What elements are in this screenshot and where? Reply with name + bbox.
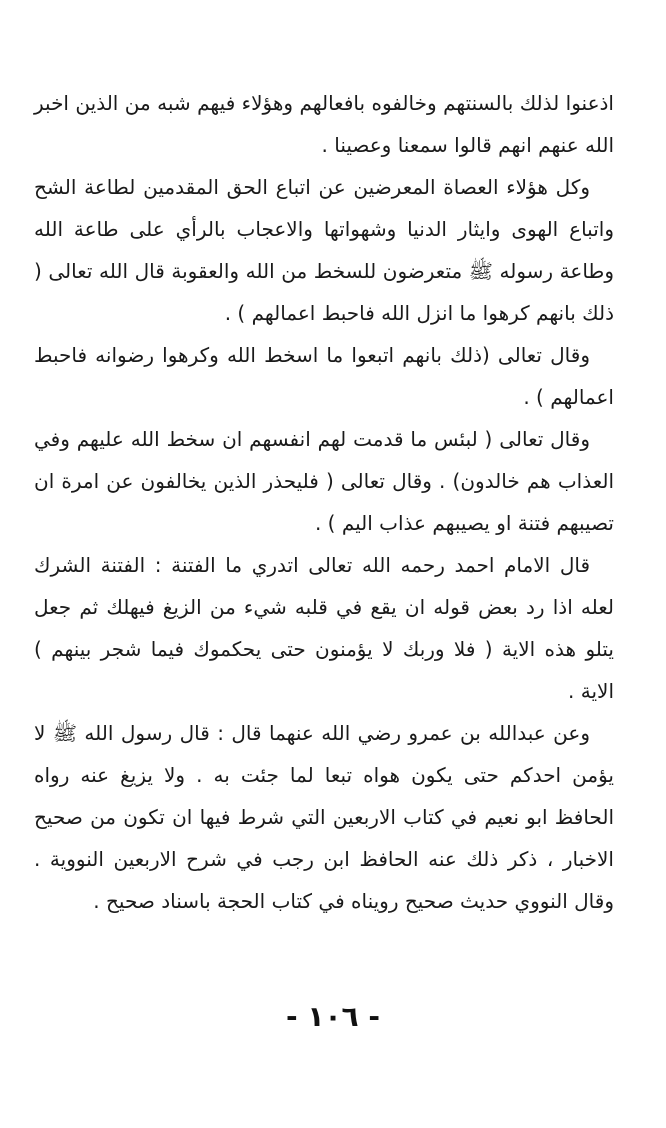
paragraph-4: وقال تعالى ( لبئس ما قدمت لهم انفسهم ان سخط الله عليهم وفي العذاب هم خالدون) . وقال تعالى ( فليحذر الذين يخالفون عن امرة ان تصيبهم فتنة او يصيبهم عذاب اليم ) . [34,427,614,535]
paragraph-2: وكل هؤلاء العصاة المعرضين عن اتباع الحق المقدمين لطاعة الشح واتباع الهوى وايثار الدنيا وشهواتها والاعجاب بالرأي على طاعة الله وطاعة رسوله ﷺ متعرضون للسخط من الله والعقوبة قال الله تعالى ( ذلك بانهم كرهوا ما انزل الله فاحبط اعمالهم ) . [34,175,614,325]
body-text [34,82,614,922]
paragraph-6: وعن عبدالله بن عمرو رضي الله عنهما قال : قال رسول الله ﷺ لا يؤمن احدكم حتى يكون هواه تبعا لما جئت به . ولا يزيغ عنه رواه الحافظ ابو نعيم في كتاب الاربعين التي شرط فيها ان تكون من صحيح الاخبار ، ذكر ذلك عنه الحافظ ابن رجب في شرح الاربعين النووية . وقال النووي حديث صحيح رويناه في كتاب الحجة باسناد صحيح . [34,721,614,913]
paragraph-3: وقال تعالى (ذلك بانهم اتبعوا ما اسخط الله وكرهوا رضوانه فاحبط اعمالهم ) . [34,343,614,409]
paragraph-5: قال الامام احمد رحمه الله تعالى اتدري ما الفتنة : الفتنة الشرك لعله اذا رد بعض قوله ان يقع في قلبه شيء من الزيغ فيهلك ثم جعل يتلو هذه الاية ( فلا وربك لا يؤمنون حتى يحكموك فيما شجر بينهم ) الاية . [34,553,614,703]
paragraph-1: اذعنوا لذلك بالسنتهم وخالفوه بافعالهم وهؤلاء فيهم شبه من الذين اخبر الله عنهم انهم قالوا سمعنا وعصينا . [34,91,614,157]
page-number: - ١٠٦ - [285,1000,381,1033]
